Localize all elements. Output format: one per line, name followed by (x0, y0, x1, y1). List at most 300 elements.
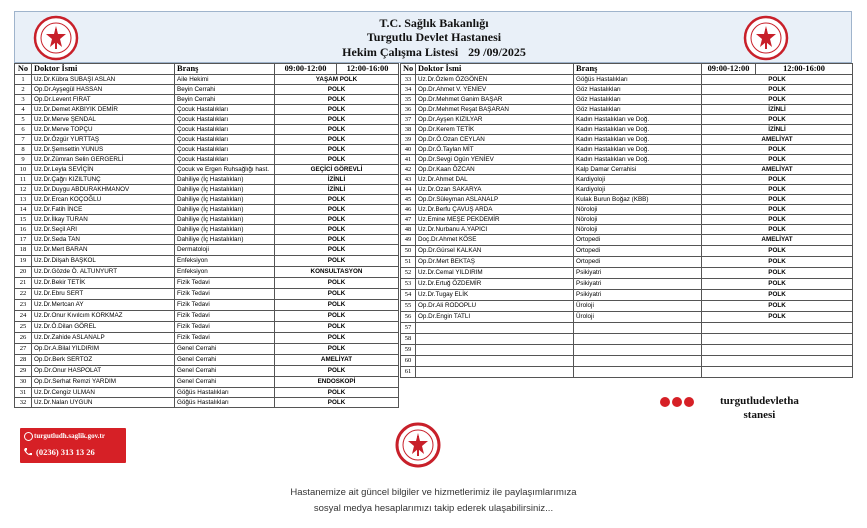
social-handle-line2: stanesi (743, 409, 776, 421)
ministry-seal-icon (395, 422, 441, 468)
row-no: 57 (401, 323, 416, 334)
row-branch: Üroloji (574, 301, 702, 312)
row-doctor: Op.Dr.Ayşegül HASSAN (32, 85, 175, 95)
row-status: POLK (702, 95, 853, 105)
row-status: POLK (275, 344, 399, 355)
row-doctor: Op.Dr.A.Bilal YILDIRIM (32, 344, 175, 355)
row-doctor: Uz.Dr.Zümran Selin GERGERLİ (32, 155, 175, 165)
row-branch: Genel Cerrahi (175, 366, 275, 377)
row-doctor: Uz.Dr.Gözde Ö. ALTUNYURT (32, 267, 175, 278)
row-status: POLK (275, 85, 399, 95)
row-no: 5 (15, 115, 32, 125)
row-status: POLK (702, 279, 853, 290)
table-row (401, 367, 853, 378)
table-row (15, 135, 399, 145)
row-branch: Çocuk Hastalıkları (175, 135, 275, 145)
row-status: İZİNLİ (702, 105, 853, 115)
row-no: 25 (15, 322, 32, 333)
row-no: 26 (15, 333, 32, 344)
row-doctor: Op.Dr.Ali RODOPLU (416, 301, 574, 312)
table-row (401, 205, 853, 215)
row-status: POLK (275, 388, 399, 398)
table-header-row (15, 64, 399, 75)
table-header-row (401, 64, 853, 75)
row-branch: Nöroloji (574, 205, 702, 215)
contact-badge (20, 428, 126, 463)
table-row (15, 145, 399, 155)
row-no: 17 (15, 235, 32, 245)
row-no: 53 (401, 279, 416, 290)
row-status: POLK (702, 155, 853, 165)
row-status (702, 334, 853, 345)
table-row (15, 95, 399, 105)
col-afternoon: 12:00-16:00 (337, 64, 399, 75)
table-row (401, 115, 853, 125)
table-row (401, 246, 853, 257)
row-branch: Ortopedi (574, 235, 702, 246)
row-branch (574, 356, 702, 367)
row-status: POLK (275, 322, 399, 333)
table-row (401, 155, 853, 165)
row-status: POLK (275, 125, 399, 135)
table-row (401, 75, 853, 85)
row-doctor: Uz.Dr.Seçil ARI (32, 225, 175, 235)
row-doctor: Uz.Dr.İlkay TURAN (32, 215, 175, 225)
col-doctor: Doktor İsmi (416, 64, 574, 75)
row-status: POLK (275, 398, 399, 408)
row-branch: Dahiliye (İç Hastalıkları) (175, 215, 275, 225)
table-row (15, 175, 399, 185)
table-row (15, 195, 399, 205)
row-branch (574, 345, 702, 356)
table-row (15, 105, 399, 115)
table-row (15, 125, 399, 135)
table-row (15, 311, 399, 322)
row-branch: Aile Hekimi (175, 75, 275, 85)
row-no: 31 (15, 388, 32, 398)
row-doctor: Op.Dr.Onur HASPOLAT (32, 366, 175, 377)
row-status: YAŞAM POLK (275, 75, 399, 85)
website-link[interactable]: turgutludh.saglik.gov.tr (34, 432, 105, 440)
row-no: 19 (15, 256, 32, 267)
row-no: 12 (15, 185, 32, 195)
row-no: 3 (15, 95, 32, 105)
row-status: POLK (275, 235, 399, 245)
row-branch: Çocuk Hastalıkları (175, 155, 275, 165)
row-branch: Fizik Tedavi (175, 289, 275, 300)
row-branch: Fizik Tedavi (175, 300, 275, 311)
table-row (401, 165, 853, 175)
row-branch: Enfeksiyon (175, 267, 275, 278)
globe-icon (24, 432, 33, 441)
row-no: 9 (15, 155, 32, 165)
row-branch: Üroloji (574, 312, 702, 323)
row-branch: Göz Hastalıkları (574, 105, 702, 115)
row-doctor: Uz.Emine MEŞE PEKDEMİR (416, 215, 574, 225)
table-row (401, 105, 853, 115)
row-branch: Dahiliye (İç Hastalıkları) (175, 195, 275, 205)
row-doctor: Uz.Dr.Cengiz ULMAN (32, 388, 175, 398)
row-doctor: Uz.Dr.Ebru SERT (32, 289, 175, 300)
row-no: 33 (401, 75, 416, 85)
row-no: 2 (15, 85, 32, 95)
row-doctor: Uz.Dr.Merve TOPÇU (32, 125, 175, 135)
hospital-title: Turgutlu Devlet Hastanesi (366, 30, 502, 44)
row-status: POLK (275, 256, 399, 267)
row-branch: Çocuk ve Ergen Ruhsağlığı hast. (175, 165, 275, 175)
header-banner (14, 11, 852, 63)
row-status: POLK (702, 195, 853, 205)
table-row (15, 215, 399, 225)
row-doctor: Op.Dr.Gürsel KALKAN (416, 246, 574, 257)
row-no: 14 (15, 205, 32, 215)
row-doctor: Op.Dr.Ö.Ozan CEYLAN (416, 135, 574, 145)
row-branch: Göz Hastalıkları (574, 85, 702, 95)
col-morning: 09:00-12:00 (275, 64, 337, 75)
row-doctor: Op.Dr.Berk SERTOZ (32, 355, 175, 366)
row-status: POLK (275, 300, 399, 311)
col-branch: Branş (574, 64, 702, 75)
row-no: 48 (401, 225, 416, 235)
row-branch: Enfeksiyon (175, 256, 275, 267)
row-no: 6 (15, 125, 32, 135)
row-doctor: Uz.Dr.Dilşah BAŞKOL (32, 256, 175, 267)
row-doctor: Uz.Dr.Ahmet DAL (416, 175, 574, 185)
table-row (15, 278, 399, 289)
table-row (401, 257, 853, 268)
table-row (401, 175, 853, 185)
row-no: 38 (401, 125, 416, 135)
list-date: 29 /09/2025 (468, 45, 526, 59)
row-no: 50 (401, 246, 416, 257)
row-branch: Nöroloji (574, 215, 702, 225)
row-status: POLK (275, 278, 399, 289)
table-row (15, 333, 399, 344)
row-status: AMELİYAT (702, 165, 853, 175)
row-doctor: Op.Dr.Ahmet V. YENİEV (416, 85, 574, 95)
row-branch: Beyin Cerrahi (175, 85, 275, 95)
row-no: 20 (15, 267, 32, 278)
row-branch: Dermatoloji (175, 245, 275, 256)
row-doctor: Uz.Dr.Cemal YILDIRIM (416, 268, 574, 279)
col-no: No (15, 64, 32, 75)
table-row (15, 256, 399, 267)
row-branch: Kadın Hastalıkları ve Doğ. (574, 155, 702, 165)
row-doctor: Op.Dr.Süleyman ASLANALP (416, 195, 574, 205)
row-doctor: Uz.Dr.Özlem ÖZGÖNEN (416, 75, 574, 85)
list-title-text: Hekim Çalışma Listesi (342, 45, 459, 59)
row-branch: Fizik Tedavi (175, 278, 275, 289)
doctor-table-left (14, 63, 399, 408)
row-branch: Çocuk Hastalıkları (175, 125, 275, 135)
table-row (401, 135, 853, 145)
row-doctor: Uz.Dr.Onur Kıvılcım KORKMAZ (32, 311, 175, 322)
row-doctor (416, 334, 574, 345)
row-status: POLK (702, 205, 853, 215)
row-status: POLK (275, 225, 399, 235)
row-status: POLK (275, 155, 399, 165)
table-row (401, 215, 853, 225)
row-no: 13 (15, 195, 32, 205)
row-doctor: Uz.Dr.Ertuğ ÖZDEMİR (416, 279, 574, 290)
row-branch: Genel Cerrahi (175, 377, 275, 388)
row-status: POLK (275, 205, 399, 215)
row-doctor: Op.Dr.Kerem TETİK (416, 125, 574, 135)
table-row (15, 388, 399, 398)
row-no: 15 (15, 215, 32, 225)
table-row (401, 268, 853, 279)
phone-number: (0236) 313 13 26 (36, 447, 95, 457)
row-status: İZİNLİ (702, 125, 853, 135)
row-no: 30 (15, 377, 32, 388)
table-row (15, 355, 399, 366)
row-status: POLK (275, 95, 399, 105)
row-no: 21 (15, 278, 32, 289)
row-doctor: Uz.Dr.Tugay ELİK (416, 290, 574, 301)
table-row (401, 185, 853, 195)
col-no: No (401, 64, 416, 75)
table-row (15, 300, 399, 311)
row-no: 60 (401, 356, 416, 367)
row-no: 43 (401, 175, 416, 185)
table-row (401, 323, 853, 334)
row-no: 24 (15, 311, 32, 322)
row-status: POLK (275, 135, 399, 145)
row-doctor: Uz.Dr.Ozan SAKARYA (416, 185, 574, 195)
row-status: İZİNLİ (275, 175, 399, 185)
row-status: POLK (702, 75, 853, 85)
row-doctor: Uz.Dr.Nalan UYGUN (32, 398, 175, 408)
row-status: AMELİYAT (702, 235, 853, 246)
table-row (401, 290, 853, 301)
row-branch: Dahiliye (İç Hastalıkları) (175, 175, 275, 185)
footer-line-1: Hastanemize ait güncel bilgiler ve hizmetlerimiz ile paylaşımlarımıza (290, 487, 577, 498)
table-row (15, 75, 399, 85)
row-doctor: Op.Dr.Mehmet Reşat BAŞARAN (416, 105, 574, 115)
row-no: 4 (15, 105, 32, 115)
row-branch: Kadın Hastalıkları ve Doğ. (574, 145, 702, 155)
row-doctor: Uz.Dr.Demet AKBIYIK DEMİR (32, 105, 175, 115)
row-status: POLK (275, 289, 399, 300)
col-doctor: Doktor İsmi (32, 64, 175, 75)
row-no: 34 (401, 85, 416, 95)
row-no: 37 (401, 115, 416, 125)
row-branch: Fizik Tedavi (175, 333, 275, 344)
row-status: POLK (275, 145, 399, 155)
row-branch: Dahiliye (İç Hastalıkları) (175, 235, 275, 245)
row-branch: Nöroloji (574, 225, 702, 235)
row-status: POLK (702, 246, 853, 257)
row-status: POLK (275, 215, 399, 225)
row-status: GEÇİCİ GÖREVLİ (275, 165, 399, 175)
row-branch (574, 334, 702, 345)
row-status: POLK (275, 245, 399, 256)
table-row (401, 225, 853, 235)
table-row (401, 279, 853, 290)
row-doctor: Op.Dr.Ö.Taylan MİT (416, 145, 574, 155)
table-row (15, 165, 399, 175)
table-row (15, 289, 399, 300)
row-no: 49 (401, 235, 416, 246)
row-doctor: Op.Dr.Ayşen KIZILYAR (416, 115, 574, 125)
instagram-icon[interactable] (684, 397, 694, 407)
row-status: POLK (702, 301, 853, 312)
row-doctor: Op.Dr.Serhat Remzi YARDIM (32, 377, 175, 388)
ministry-title: T.C. Sağlık Bakanlığı (379, 16, 489, 30)
row-status: POLK (702, 225, 853, 235)
row-branch: Kardiyoloji (574, 175, 702, 185)
row-no: 41 (401, 155, 416, 165)
row-doctor: Op.Dr.Kaan ÖZCAN (416, 165, 574, 175)
row-status: İZİNLİ (275, 185, 399, 195)
row-no: 54 (401, 290, 416, 301)
table-row (401, 345, 853, 356)
table-row (15, 185, 399, 195)
row-branch: Göğüs Hastalıkları (175, 398, 275, 408)
row-no: 8 (15, 145, 32, 155)
table-row (15, 322, 399, 333)
twitter-icon[interactable] (672, 397, 682, 407)
row-doctor (416, 356, 574, 367)
row-no: 52 (401, 268, 416, 279)
row-doctor: Op.Dr.Sevgi Ogün YENİEV (416, 155, 574, 165)
row-no: 58 (401, 334, 416, 345)
row-no: 42 (401, 165, 416, 175)
row-branch: Göğüs Hastalıkları (175, 388, 275, 398)
row-status: AMELİYAT (702, 135, 853, 145)
table-row (401, 195, 853, 205)
row-branch: Beyin Cerrahi (175, 95, 275, 105)
table-row (15, 366, 399, 377)
table-row (15, 344, 399, 355)
row-doctor (416, 367, 574, 378)
row-no: 29 (15, 366, 32, 377)
row-doctor: Uz.Dr.Merve ŞENDAL (32, 115, 175, 125)
row-branch (574, 323, 702, 334)
row-no: 1 (15, 75, 32, 85)
row-status: POLK (275, 105, 399, 115)
table-row (15, 235, 399, 245)
row-no: 46 (401, 205, 416, 215)
row-no: 16 (15, 225, 32, 235)
row-doctor: Op.Dr.Engin TATLI (416, 312, 574, 323)
table-row (401, 334, 853, 345)
phone-icon (24, 447, 32, 456)
table-row (401, 312, 853, 323)
row-doctor: Uz.Dr.Fatih İNCE (32, 205, 175, 215)
row-branch: Çocuk Hastalıkları (175, 115, 275, 125)
row-branch: Çocuk Hastalıkları (175, 145, 275, 155)
table-row (401, 95, 853, 105)
list-title (15, 45, 853, 60)
table-row (401, 145, 853, 155)
row-status: POLK (275, 333, 399, 344)
row-branch: Kulak Burun Boğaz (KBB) (574, 195, 702, 205)
row-doctor: Uz.Dr.Çağrı KIZILTUNÇ (32, 175, 175, 185)
row-branch: Kadın Hastalıkları ve Doğ. (574, 135, 702, 145)
row-doctor: Op.Dr.Levent FIRAT (32, 95, 175, 105)
row-status: AMELİYAT (275, 355, 399, 366)
row-doctor: Uz.Dr.Duygu ABDURAKHMANOV (32, 185, 175, 195)
row-doctor: Uz.Dr.Mert BARAN (32, 245, 175, 256)
row-status (702, 345, 853, 356)
row-doctor: Uz.Dr.Nurbanu A.YAPICI (416, 225, 574, 235)
row-status: POLK (702, 145, 853, 155)
row-no: 51 (401, 257, 416, 268)
row-no: 18 (15, 245, 32, 256)
row-no: 61 (401, 367, 416, 378)
row-doctor: Op.Dr.Mehmet Ganim BAŞAR (416, 95, 574, 105)
row-status: POLK (702, 215, 853, 225)
social-icons (660, 393, 696, 411)
row-doctor: Op.Dr.Mert BEKTAŞ (416, 257, 574, 268)
row-no: 10 (15, 165, 32, 175)
row-branch: Çocuk Hastalıkları (175, 105, 275, 115)
row-no: 56 (401, 312, 416, 323)
row-status: KONSULTASYON (275, 267, 399, 278)
row-status (702, 356, 853, 367)
row-no: 44 (401, 185, 416, 195)
table-row (401, 301, 853, 312)
table-row (401, 85, 853, 95)
row-doctor: Uz.Dr.Ercan KOÇOĞLU (32, 195, 175, 205)
schedule-sheet (14, 11, 852, 463)
row-no: 39 (401, 135, 416, 145)
row-no: 59 (401, 345, 416, 356)
row-branch: Dahiliye (İç Hastalıkları) (175, 205, 275, 215)
table-row (15, 155, 399, 165)
table-row (15, 85, 399, 95)
table-row (15, 398, 399, 408)
row-no: 40 (401, 145, 416, 155)
row-no: 47 (401, 215, 416, 225)
row-no: 32 (15, 398, 32, 408)
row-status: POLK (702, 257, 853, 268)
row-branch: Kadın Hastalıkları ve Doğ. (574, 115, 702, 125)
row-no: 7 (15, 135, 32, 145)
table-row (15, 245, 399, 256)
row-no: 22 (15, 289, 32, 300)
table-row (401, 125, 853, 135)
table-row (15, 225, 399, 235)
row-branch: Dahiliye (İç Hastalıkları) (175, 225, 275, 235)
row-branch: Ortopedi (574, 257, 702, 268)
row-doctor: Uz.Dr.Özgür YURTTAŞ (32, 135, 175, 145)
row-doctor: Doç.Dr.Ahmet KÖSE (416, 235, 574, 246)
row-status: POLK (702, 268, 853, 279)
row-status: POLK (702, 290, 853, 301)
row-doctor (416, 345, 574, 356)
table-row (15, 267, 399, 278)
table-row (401, 356, 853, 367)
row-status: POLK (702, 115, 853, 125)
row-branch: Psikiyatri (574, 268, 702, 279)
row-no: 23 (15, 300, 32, 311)
row-branch: Genel Cerrahi (175, 344, 275, 355)
social-handle (720, 394, 799, 422)
row-status: POLK (702, 312, 853, 323)
row-branch: Göz Hastalıkları (574, 95, 702, 105)
facebook-icon[interactable] (660, 397, 670, 407)
table-row (15, 377, 399, 388)
row-branch: Göğüs Hastalıkları (574, 75, 702, 85)
row-branch: Ortopedi (574, 246, 702, 257)
row-branch: Kardiyoloji (574, 185, 702, 195)
social-handle-line1: turgutludevletha (720, 395, 799, 407)
row-status: POLK (702, 85, 853, 95)
row-doctor: Uz.Dr.Zahide ASLANALP (32, 333, 175, 344)
row-no: 35 (401, 95, 416, 105)
